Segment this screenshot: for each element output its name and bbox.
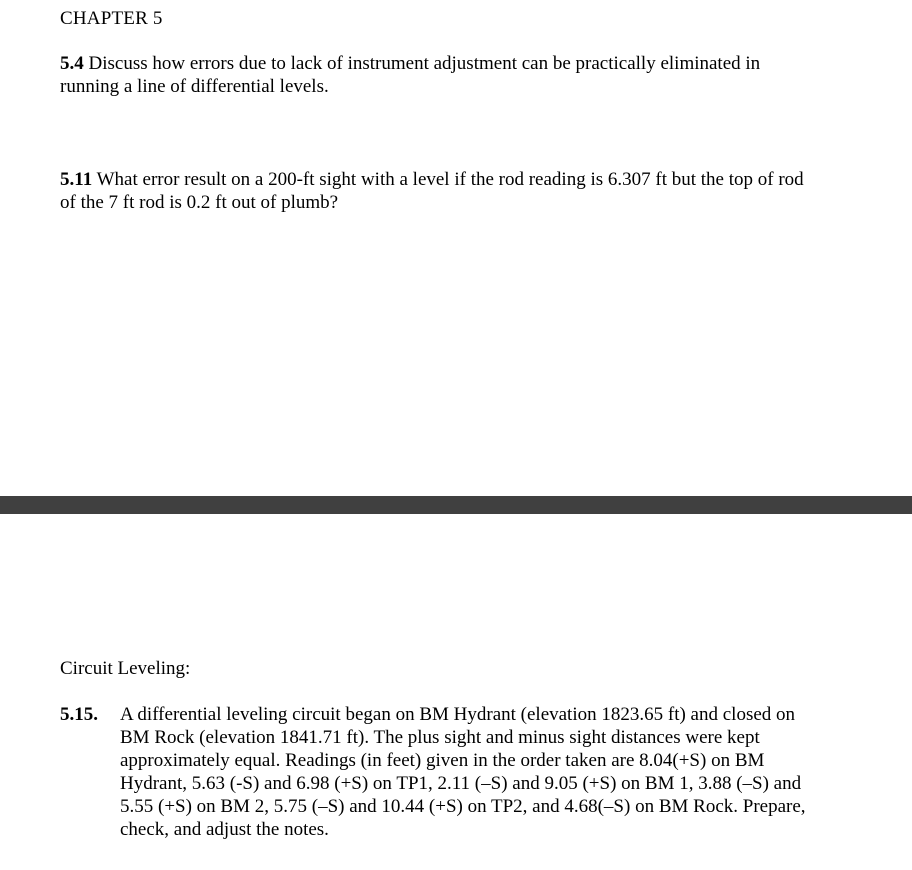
section-heading: Circuit Leveling: bbox=[60, 658, 191, 679]
chapter-heading: CHAPTER 5 bbox=[60, 8, 163, 29]
problem-5-11 bbox=[60, 168, 820, 214]
problem-number: 5.11 bbox=[60, 169, 93, 190]
problem-number: 5.15. bbox=[60, 704, 98, 725]
problem-number: 5.4 bbox=[60, 53, 84, 74]
problem-5-4 bbox=[60, 52, 820, 98]
problem-text: What error result on a 200-ft sight with a level if the rod reading is 6.307 ft but the top of rod of the 7 ft rod is 0.2 ft out of plumb? bbox=[60, 169, 804, 213]
problem-text: Discuss how errors due to lack of instrument adjustment can be practically eliminated in running a line of differential levels. bbox=[60, 53, 761, 97]
page-separator bbox=[0, 496, 912, 514]
problem-text: A differential leveling circuit began on BM Hydrant (elevation 1823.65 ft) and closed on BM Rock (elevation 1841.71 ft). The plus sight and minus sight distances were kept approximately equal. Readings (in feet) given in the order taken are 8.04(+S) on BM Hydrant, 5.63 (-S) and 6.98 (+S) on TP1, 2.11 (–S) and 9.05 (+S) on BM 1, 3.88 (–S) and 5.55 (+S) on BM 2, 5.75 (–S) and 10.44 (+S) on TP2, and 4.68(–S) on BM Rock. Prepare, check, and adjust the notes. bbox=[120, 704, 806, 840]
